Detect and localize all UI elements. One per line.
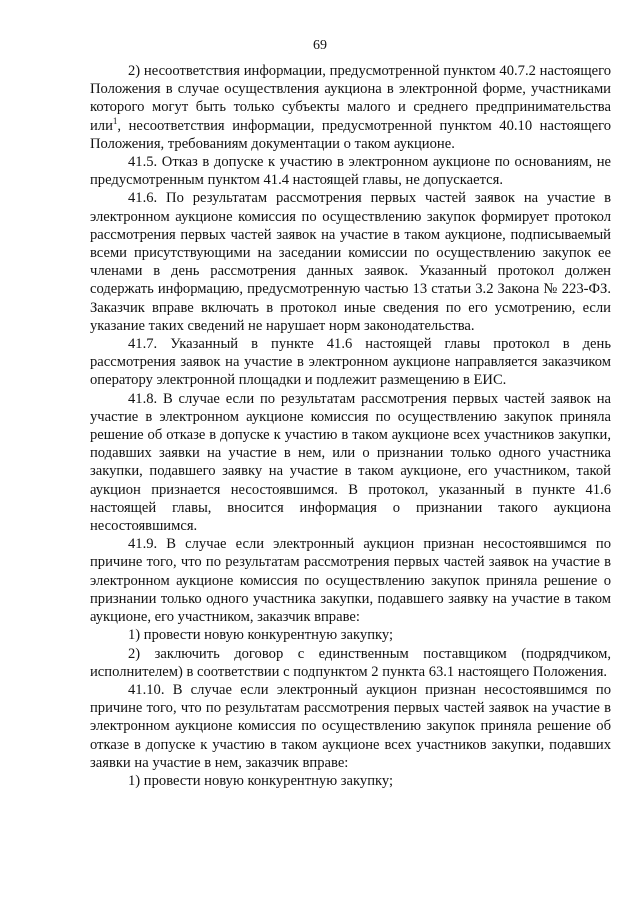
paragraph-41-10: 41.10. В случае если электронный аукцион признан несостоявшимся по причине того, что по результатам рассмотрения первых частей заявок на участие в электронном аукционе комиссия по осуществлению закупок приняла решение об отказе в допуске к участию в таком аукционе всех участников закупки, подавших заявки на участие в нем, заказчик вправе: [90,681,611,771]
paragraph-41-8: 41.8. В случае если по результатам рассмотрения первых частей заявок на участие в электронном аукционе комиссия по осуществлению закупок приняла решение об отказе в допуске к участию в таком аукционе всех участников закупки, подавших заявки на участие в нем, или о признании только одного участника закупки, подавшего заявку на участие в таком аукционе, его участником, такой аукцион признается несостоявшимся. В протокол, указанный в пункте 41.6 настоящей главы, вносится информация о признании такого аукциона несостоявшимся. [90,390,611,535]
paragraph-text-part2: , несоответствия информации, предусмотренной пунктом 40.10 настоящего Положения, требованиям документации о таком аукционе. [90,117,611,152]
paragraph-41-9-item-1: 1) провести новую конкурентную закупку; [128,627,394,644]
document-body [90,62,611,790]
paragraph-41-9: 41.9. В случае если электронный аукцион признан несостоявшимся по причине того, что по результатам рассмотрения первых частей заявок на участие в электронном аукционе комиссия по осуществлению закупок приняла решение о признании только одного участника закупки, подавшего заявку на участие в таком аукционе, его участником, заказчик вправе: [90,536,611,626]
page-number: 69 [313,38,327,53]
paragraph-41-6: 41.6. По результатам рассмотрения первых частей заявок на участие в электронном аукционе комиссия по осуществлению закупок формирует протокол рассмотрения первых частей заявок на участие в таком аукционе, подписываемый всеми присутствующими на заседании комиссии по осуществлению закупок ее членами в день рассмотрения данных заявок. Указанный протокол должен содержать информацию, предусмотренную частью 13 статьи 3.2 Закона № 223-ФЗ. Заказчик вправе включать в протокол иные сведения по его усмотрению, если указание таких сведений не нарушает норм законодательства. [90,190,611,334]
paragraph-item-2 [90,62,611,153]
paragraph-text-part1: 2) несоответствия информации, предусмотренной пунктом 40.7.2 настоящего Положения в случае осуществления аукциона в электронной форме, участниками которого могут быть только субъекты малого и среднего предпринимательства или [90,63,611,134]
footnote-marker[interactable]: 1 [112,115,118,126]
paragraph-41-10-item-1: 1) провести новую конкурентную закупку; [128,772,394,789]
paragraph-41-9-item-2: 2) заключить договор с единственным поставщиком (подрядчиком, исполнителем) в соответствии с подпунктом 2 пункта 63.1 настоящего Положения. [90,645,611,680]
paragraph-41-7: 41.7. Указанный в пункте 41.6 настоящей главы протокол в день рассмотрения заявок на участие в электронном аукционе направляется заказчиком оператору электронной площадки и подлежит размещению в ЕИС. [90,336,611,389]
paragraph-41-5: 41.5. Отказ в допуске к участию в электронном аукционе по основаниям, не предусмотренным пунктом 41.4 настоящей главы, не допускается. [90,154,611,189]
